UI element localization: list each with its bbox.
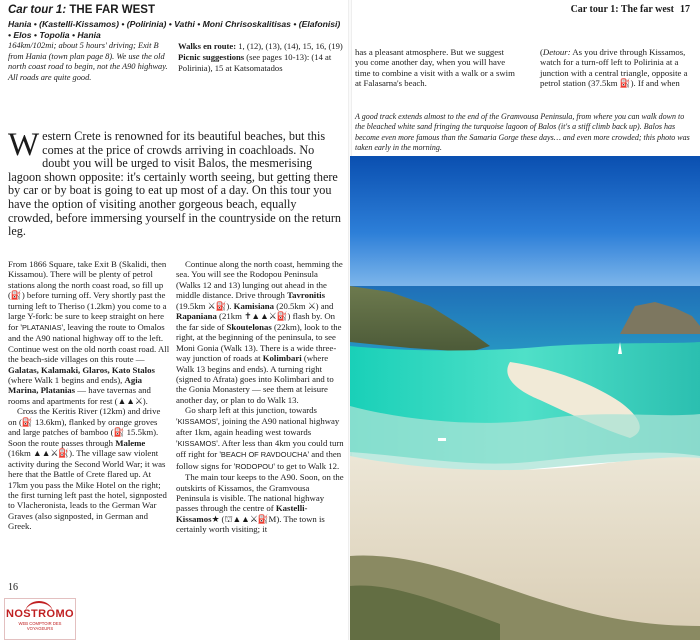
body-paragraph: Continue along the north coast, hemming the sea. You will see the Rodopou Peninsula (Walks 12 and 13) lunging out ahead in the middle distance. Drive through Tavronitis (19.5km ⚔⛽). Kamisiana (20.5km ⚔) and Rapaniana (21km ✝▲▲⚔⛽) flash by. On the far side of Skoutelonas (22km), look to the right, at the beginning of the peninsula, to see Moni Gonia (Walk 13). There is a wide three-way junction of roads at Kolimbari (where Walk 13 begins and ends). A turning right (signed to Afrata) goes into Kolimbari and to the Gonia Monastery — see them at leisure another day, or plan to do Walk 13. bbox=[176, 259, 343, 405]
logo-wordmark: NOSTROMO bbox=[6, 608, 74, 620]
running-header-title: Car tour 1: The far west bbox=[570, 4, 674, 15]
picnic-text: (see pages 10-13): (14 at Polirinia), 15 at Katsomatados bbox=[178, 51, 332, 73]
picnic-label: Picnic suggestions bbox=[178, 51, 245, 62]
body-column-1 bbox=[8, 259, 170, 532]
chapter-label: Car tour 1: bbox=[8, 4, 67, 16]
petrol-icon: ⛽ bbox=[21, 416, 33, 427]
right-page bbox=[350, 0, 700, 640]
place-name: Maleme bbox=[115, 437, 146, 448]
walks-label: Walks en route: bbox=[178, 41, 237, 51]
petrol-icon: ⛽ bbox=[113, 427, 125, 438]
place-name: Skoutelonas bbox=[226, 321, 272, 332]
logo-arc-icon bbox=[25, 601, 53, 613]
body-column-2 bbox=[176, 259, 344, 535]
walks-text: 1, (12), (13), (14), 15, 16, (19) bbox=[236, 41, 343, 51]
place-name: Galatas, Kalamaki, Glaros, Kato Stalos bbox=[8, 364, 155, 375]
tour-distance-info: 164km/102mi; about 5 hours' driving; Exit B from Hania (town plan page 8). We use the old north coast road to begin, not the A90 highway. All roads are quite good. bbox=[8, 41, 168, 82]
body-paragraph: The main tour keeps to the A90. Soon, on the outskirts of Kissamos, the Gramvousa Peninsula is visible. The national highway passes through the centre of Kastelli-Kissamos★ (⛫▲▲⚔⛽M). The town is certainly worth visiting; it bbox=[176, 472, 344, 535]
place-name: Kastelli-Kissamos bbox=[176, 503, 308, 524]
place-name: Tavronitis bbox=[287, 290, 325, 301]
road-sign-text: PLATANIAS bbox=[21, 322, 62, 332]
place-name: Rapaniana bbox=[176, 311, 217, 322]
intro-paragraph bbox=[8, 127, 344, 239]
facility-icons: ✝▲▲⚔⛽ bbox=[244, 311, 288, 322]
detour-label: Detour: bbox=[542, 47, 571, 57]
place-name: Kolimbari bbox=[262, 353, 302, 364]
right-body-column-2: (Detour: As you drive through Kissamos, watch for a turn-off left to Polirinia at a junction with a central triangle, opposite a petrol station (37.5km ⛽). If and when bbox=[540, 47, 688, 89]
running-header bbox=[571, 4, 690, 15]
nostromo-logo bbox=[4, 598, 76, 640]
chapter-heading bbox=[8, 4, 155, 16]
body-paragraph: Cross the Keritis River (12km) and drive on (⛽ 13.6km), flanked by orange groves and large patches of bamboo (⛽ 15.5km). Soon the route passes through Maleme (16km ▲▲⚔⛽). The village saw violent activity during the Second World War; it was here that the Battle of Crete flared up. At 17km you pass the Mike Hotel on the right; the first turning left past the hotel, signposted to Vlacheronista, leads to the German War Graves (also signposted, in German and Greek. bbox=[8, 406, 167, 532]
facility-icons: ▲▲⚔⛽ bbox=[33, 448, 70, 459]
facility-icons: ⛫▲▲⚔⛽M bbox=[224, 513, 277, 524]
photo-caption: A good track extends almost to the end of the Gramvousa Peninsula, from where you can walk down to the bleached white sand fringing the turquoise lagoon of Balos (it's a stiff climb back up). Balos has become even more famous than the Samaria Gorge these days… and even more crowded; this photo was taken early in the morning. bbox=[355, 112, 690, 152]
facility-icons: ⚔ bbox=[307, 300, 316, 311]
facility-icons: ⚔⛽ bbox=[207, 300, 227, 311]
balos-lagoon-photo bbox=[350, 156, 700, 640]
boat bbox=[438, 438, 446, 441]
place-name: Kamisiana bbox=[233, 300, 275, 311]
right-body-column-1: has a pleasant atmosphere. But we suggest you come another day, when you will have time to combine a visit with a walk or a swim at Falasarna's beach. bbox=[355, 47, 515, 89]
chapter-title: THE FAR WEST bbox=[69, 4, 155, 16]
place-name: Agia Marina, Platanias bbox=[8, 374, 142, 396]
page-number-right: 17 bbox=[680, 4, 690, 15]
page-number-left: 16 bbox=[8, 582, 18, 593]
intro-text: estern Crete is renowned for its beautiful beaches, but this comes at the price of crowds arriving in coachloads. No doubt you will be urged to visit Balos, the mesmerising lagoon shown opposite: it's certainly worth seeing, but getting there by car or by boat is going to eat up most of a day. On this tour you have the option of visiting another gorgeous beach, equally crowded, before immersing yourself in the countryside on the return leg. bbox=[8, 129, 342, 239]
logo-tagline: WEB COMPTOIR DES VOYAGEURS bbox=[18, 621, 62, 631]
body-paragraph: From 1866 Square, take Exit B (Skalidi, then Kissamou). There will be plenty of petrol stations along the north coast road, so fill up (⛽) before turning off. Very shortly past the turning left to Theriso (1.2km) you come to a large Y-fork: be sure to keep straight on here for 'PLATANIAS', leaving the route to Omalos and the A90 national highway off to the left. Continue west on the old north coast road. All the beach-side villages on this route — Galatas, Kalamaki, Glaros, Kato Stalos (where Walk 1 begins and ends), Agia Marina, Platanias — have tavernas and rooms and apartments for rest (▲▲⚔). bbox=[8, 259, 170, 406]
route-summary: Hania • (Kastelli-Kissamos) • (Polirinia) • Vathi • Moni Chrisoskalitisas • (Elafonisi) • Elos • Topolia • Hania bbox=[8, 19, 341, 40]
petrol-icon: ⛽ bbox=[10, 290, 22, 301]
accommodation-icons: ▲▲⚔ bbox=[117, 395, 143, 406]
road-sign-text: KISSAMOS bbox=[177, 438, 217, 448]
sky bbox=[350, 156, 700, 296]
road-sign-text: RODOPOU bbox=[235, 461, 274, 471]
road-sign-text: BEACH OF RAVDOUCHA bbox=[220, 450, 308, 460]
tour-walks-info bbox=[178, 41, 344, 73]
road-sign-text: KISSAMOS bbox=[177, 416, 217, 426]
body-paragraph: Go sharp left at this junction, towards 'KISSAMOS', joining the A90 national highway after 1km, again heading west towards 'KISSAMOS'. After less than 4km you could turn off right for 'BEACH OF RAVDOUCHA' and then follow signs for 'RODOPOU' to get to Walk 12. bbox=[176, 405, 344, 471]
intro-dropcap: W bbox=[8, 127, 40, 163]
petrol-icon: ⛽ bbox=[619, 78, 631, 89]
